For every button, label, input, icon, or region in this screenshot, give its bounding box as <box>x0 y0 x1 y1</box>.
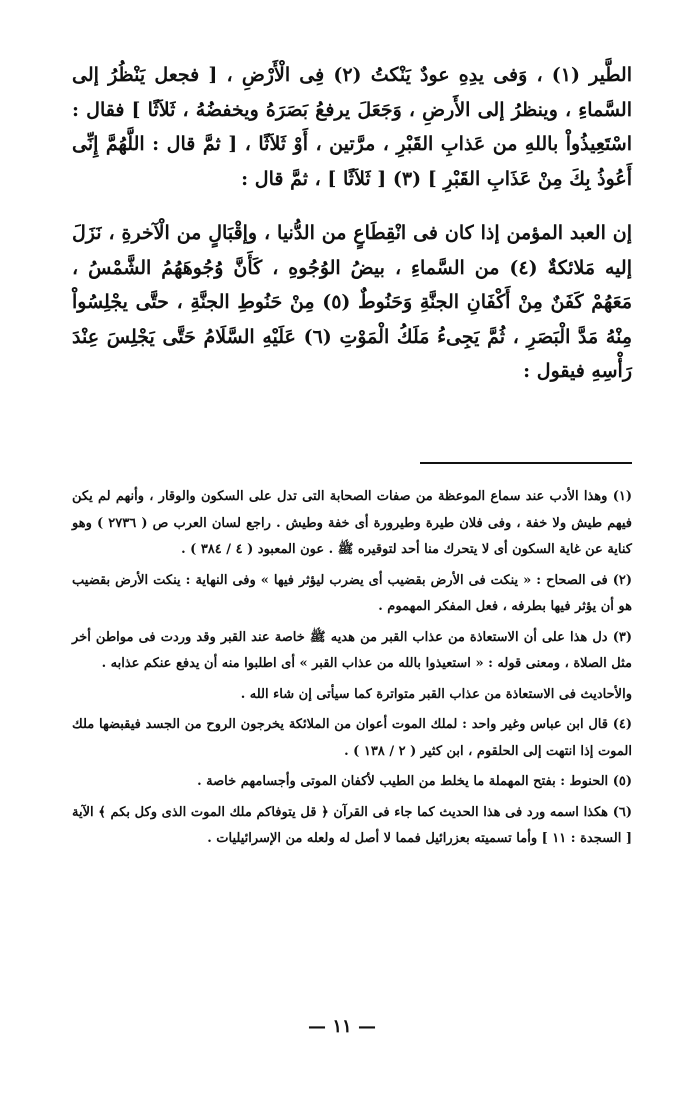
footnote-6: (٦) هكذا اسمه ورد فى هذا الحديث كما جاء فى القرآن ﴿ قل يتوفاكم ملك الموت الذى وكل بكم ﴾ الآية [ السجدة : ١١ ] وأما تسميته بعزرائيل فمما لا أصل له ولعله من الإسرائيليات . <box>72 804 632 846</box>
footnote-1: (١) وهذا الأدب عند سماع الموعظة من صفات الصحابة التى تدل على السكون والوقار ، وأنهم لم يكن فيهم طيش ولا خفة ، وفى فلان طيرة وطيرورة أى خفة وطيش . راجع لسان العرب ص ( ٢٧٣٦ ) وهو كناية عن غاية السكون أى لا يتحرك منا أحد لتوقيره ﷺ . عون المعبود ( ٤ / ٣٨٤ ) . <box>72 489 632 557</box>
footnote-2: (٢) فى الصحاح : « ينكت فى الأرض بقضيب أى يضرب ليؤثر فيها » وفى النهاية : ينكت الأرض بقضيب هو أن يؤثر فيها بطرفه ، فعل المفكر المهموم . <box>72 572 632 614</box>
footnote-5: (٥) الحنوط : بفتح المهملة ما يخلط من الطيب لأكفان الموتى وأجسامهم خاصة . <box>197 774 632 789</box>
footnote-3-continuation: والأحاديث فى الاستعاذة من عذاب القبر متواترة كما سيأتى إن شاء الله . <box>240 686 632 702</box>
page-number: — ١١ — <box>308 1016 376 1037</box>
main-text <box>72 58 632 389</box>
footnotes <box>72 484 632 857</box>
footnote-separator <box>420 462 632 464</box>
footnote-4: (٤) قال ابن عباس وغير واحد : لملك الموت أعوان من الملائكة يخرجون الروح من الجسد فيقبضها ملك الموت إذا انتهت إلى الحلقوم ، ابن كثير ( ٢ / ١٣٨ ) . <box>72 717 632 759</box>
footnote-3: (٣) دل هذا على أن الاستعاذة من عذاب القبر من هديه ﷺ خاصة عند القبر وقد وردت فى مواطن أخر مثل الصلاة ، ومعنى قوله : « استعيذوا بالله من عذاب القبر » أى اطلبوا منه أن يدفع عنكم عذابه . <box>72 629 632 671</box>
main-paragraph-2: إن العبد المؤمن إذا كان فى انْقِطَاعٍ من الدُّنيا ، وإقْبَالٍ من الْآخرةِ ، نَزَلَ إليه مَلائكةٌ (٤) من السَّماءِ ، بيضُ الوُجُوهِ ، كَأَنَّ وُجُوهَهُمُ الشَّمْسُ ، مَعَهُمْ كَفَنٌ مِنْ أَكْفَانِ الجنَّةِ وَحَنُوطٌ (٥) مِنْ حَنُوطِ الجنَّةِ ، حتَّى يجْلِسُواْ مِنْهُ مَدَّ الْبَصَرِ ، ثُمَّ يَجِىءُ مَلَكُ الْمَوْتِ (٦) عَلَيْهِ السَّلَامُ حَتَّى يَجْلِسَ عِنْدَ رَأْسِهِ فيقول : <box>72 222 632 382</box>
main-paragraph-1: الطَّير (١) ، وَفى يدِهِ عودٌ يَنْكتُ (٢) فِى الْأَرْضِ ، [ فجعل يَنْظُرُ إلى السَّماءِ ، وينظرُ إلى الأَرضِ ، وَجَعَلَ يرفعُ بَصَرَهُ ويخفضُهُ ، ثَلاَثًا ] فقال : اسْتَعِيذُواْ باللهِ من عَذابِ القَبْرِ ، مرَّتين ، أَوْ ثَلاَثًا ، [ ثمَّ قال : اللَّهُمَّ إِنِّى أَعُوذُ بِكَ مِنْ عَذَابِ القَبْرِ ] (٣) [ ثَلاَثًا ] ، ثمَّ قال : <box>72 64 632 190</box>
